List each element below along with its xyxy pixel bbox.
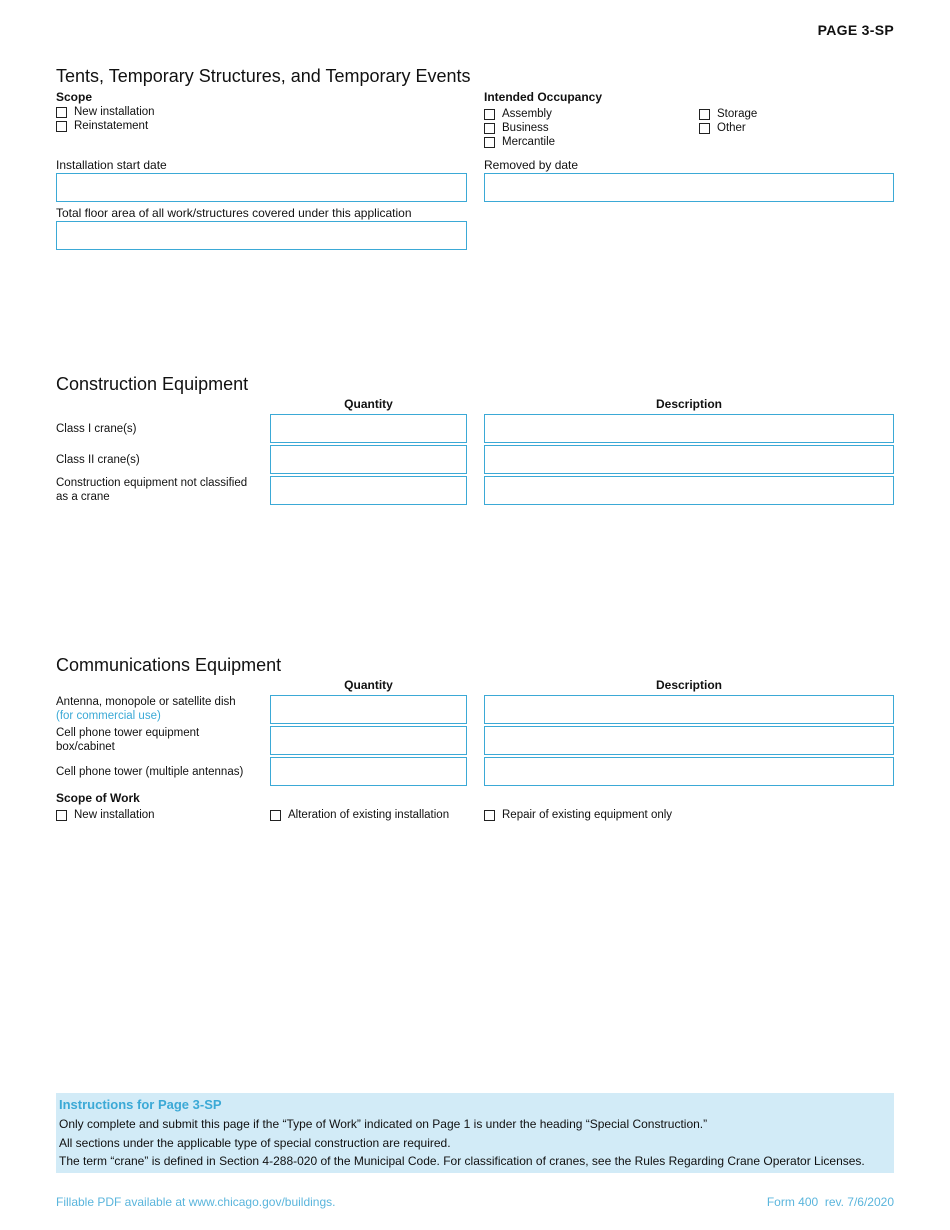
checkbox-label: Other: [717, 122, 746, 134]
occupancy-storage-checkbox[interactable]: [699, 107, 757, 121]
other-equipment-label-line1: Construction equipment not classified: [56, 477, 248, 489]
communications-section-title: Communications Equipment: [56, 655, 282, 675]
other-equipment-description-input[interactable]: [484, 476, 894, 505]
scope-new-installation-checkbox[interactable]: [56, 105, 155, 119]
checkbox-label: New installation: [74, 106, 155, 118]
scope-reinstatement-checkbox[interactable]: [56, 119, 148, 133]
other-equipment-label: [56, 476, 247, 504]
other-equipment-quantity-input[interactable]: [270, 476, 467, 505]
instructions-line: Only complete and submit this page if the “Type of Work” indicated on Page 1 is under the heading “Special Construction.”: [59, 1117, 708, 1131]
instructions-title: Instructions for Page 3-SP: [59, 1097, 222, 1112]
instructions-line: The term “crane” is defined in Section 4-288-020 of the Municipal Code. For classification of cranes, see the Rules Regarding Crane Operator Licenses.: [59, 1154, 865, 1168]
checkbox-box[interactable]: [484, 810, 495, 821]
checkbox-label: Alteration of existing installation: [288, 809, 450, 821]
floor-area-label: Total floor area of all work/structures covered under this application: [56, 206, 412, 220]
occupancy-business-checkbox[interactable]: [484, 121, 549, 135]
checkbox-label: Assembly: [502, 108, 552, 120]
class-i-crane-quantity-input[interactable]: [270, 414, 467, 443]
class-i-crane-label: Class I crane(s): [56, 423, 137, 435]
construction-section-title: Construction Equipment: [56, 374, 249, 394]
tents-section-title: Tents, Temporary Structures, and Temporary Events: [56, 66, 471, 86]
start-date-input[interactable]: [56, 173, 467, 202]
occupancy-other-checkbox[interactable]: [699, 121, 746, 135]
checkbox-label: Repair of existing equipment only: [502, 809, 673, 821]
antenna-label-line1: Antenna, monopole or satellite dish: [56, 696, 236, 708]
page-label: PAGE 3-SP: [817, 22, 894, 38]
communications-quantity-header: Quantity: [344, 678, 393, 692]
checkbox-box[interactable]: [56, 107, 67, 118]
checkbox-label: Reinstatement: [74, 120, 149, 132]
class-ii-crane-description-input[interactable]: [484, 445, 894, 474]
start-date-label: Installation start date: [56, 158, 167, 172]
other-equipment-label-line2: as a crane: [56, 491, 110, 503]
checkbox-label: Business: [502, 122, 549, 134]
footer-form-revision: Form 400 rev. 7/6/2020: [766, 1195, 894, 1209]
checkbox-box[interactable]: [484, 109, 495, 120]
checkbox-label: Mercantile: [502, 136, 556, 148]
antenna-label-note: (for commercial use): [56, 710, 161, 722]
cell-tower-quantity-input[interactable]: [270, 757, 467, 786]
checkbox-box[interactable]: [56, 121, 67, 132]
checkbox-box[interactable]: [484, 137, 495, 148]
construction-description-header: Description: [655, 397, 722, 411]
sow-alteration-checkbox[interactable]: [270, 808, 449, 822]
class-ii-crane-quantity-input[interactable]: [270, 445, 467, 474]
antenna-quantity-input[interactable]: [270, 695, 467, 724]
scope-label: Scope: [56, 90, 93, 104]
checkbox-box[interactable]: [699, 109, 710, 120]
occupancy-mercantile-checkbox[interactable]: [484, 135, 555, 149]
class-ii-crane-label: Class II crane(s): [56, 454, 140, 466]
checkbox-box[interactable]: [699, 123, 710, 134]
checkbox-box[interactable]: [270, 810, 281, 821]
footer-fillable-link[interactable]: Fillable PDF available at www.chicago.gov/buildings.: [56, 1195, 336, 1209]
cell-equipment-label-line1: Cell phone tower equipment: [56, 727, 200, 739]
construction-quantity-header: Quantity: [344, 397, 393, 411]
removed-date-input[interactable]: [484, 173, 894, 202]
cell-equipment-label: [56, 726, 199, 754]
occupancy-assembly-checkbox[interactable]: [484, 107, 552, 121]
floor-area-input[interactable]: [56, 221, 467, 250]
occupancy-label: Intended Occupancy: [484, 90, 603, 104]
cell-equipment-label-line2: box/cabinet: [56, 741, 115, 753]
scope-of-work-label: Scope of Work: [56, 791, 140, 805]
removed-date-label: Removed by date: [484, 158, 579, 172]
cell-equipment-quantity-input[interactable]: [270, 726, 467, 755]
checkbox-label: Storage: [717, 108, 758, 120]
antenna-label: [56, 695, 236, 723]
cell-tower-description-input[interactable]: [484, 757, 894, 786]
checkbox-box[interactable]: [56, 810, 67, 821]
sow-new-installation-checkbox[interactable]: [56, 808, 155, 822]
class-i-crane-description-input[interactable]: [484, 414, 894, 443]
instructions-box: [56, 1093, 894, 1173]
checkbox-box[interactable]: [484, 123, 495, 134]
cell-equipment-description-input[interactable]: [484, 726, 894, 755]
checkbox-label: New installation: [74, 809, 155, 821]
antenna-description-input[interactable]: [484, 695, 894, 724]
sow-repair-checkbox[interactable]: [484, 808, 672, 822]
communications-description-header: Description: [655, 678, 722, 692]
cell-tower-label: Cell phone tower (multiple antennas): [56, 766, 244, 778]
instructions-line: All sections under the applicable type of special construction are required.: [59, 1135, 451, 1150]
